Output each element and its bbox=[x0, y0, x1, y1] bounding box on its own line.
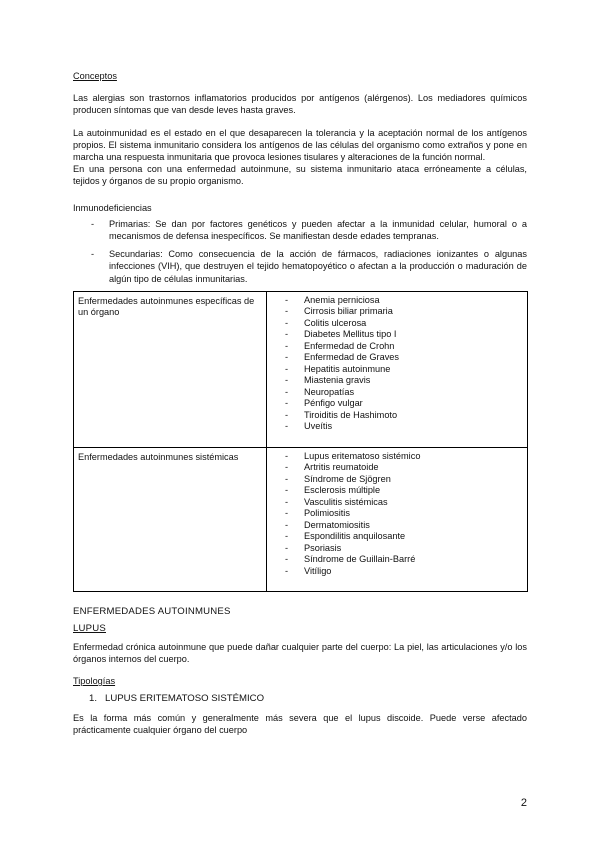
list-item bbox=[73, 218, 527, 242]
list-item: - Síndrome de Sjögren bbox=[285, 473, 391, 484]
item-number: 1. bbox=[89, 693, 98, 705]
list-item: - Espondilitis anquilosante bbox=[285, 531, 406, 542]
list-item: - Pénfigo vulgar bbox=[285, 398, 363, 409]
list-item-text: Primarias: Se dan por factores genéticos y pueden afectar a la inmunidad celular, humoral o a mecanismos de defensa inespecíficos. Se manifiestan desde edades tempranas. bbox=[109, 218, 527, 242]
paragraph-les: Es la forma más común y generalmente más severa que el lupus discoide. Puede verse afectado prácticamente cualquier órgano del cuerpo bbox=[73, 712, 527, 735]
paragraph-alergias: Las alergias son trastornos inflamatorios producidos por antígenos (alérgenos). Los mediadores químicos producen síntomas que van desde leves hasta graves. bbox=[73, 93, 527, 116]
list-item: - Síndrome de Guillain-Barré bbox=[285, 554, 416, 565]
table-row bbox=[74, 291, 528, 447]
inmunodeficiencias-list bbox=[73, 218, 527, 285]
list-item: - Neuropatías bbox=[285, 386, 355, 397]
list-item: - Dermatomiositis bbox=[285, 519, 370, 530]
section-heading-enfermedades: ENFERMEDADES AUTOINMUNES bbox=[73, 606, 231, 618]
table-row bbox=[74, 447, 528, 592]
list-item bbox=[73, 248, 527, 285]
list-item-text: Secundarias: Como consecuencia de la acción de fármacos, radiaciones ionizantes o algunas infecciones (VIH), que destruyen el tejido hematopoyético o afectan a la producción o maduración de algún tipo de células inmunitarias. bbox=[109, 249, 527, 284]
table-cell-list bbox=[267, 291, 528, 447]
list-item: - Psoriasis bbox=[285, 542, 342, 553]
list-item: - Uveítis bbox=[285, 421, 333, 432]
section-title-lupus: LUPUS bbox=[73, 622, 106, 634]
list-item: - Diabetes Mellitus tipo I bbox=[285, 329, 397, 340]
numbered-heading bbox=[73, 693, 527, 705]
disease-list-organo bbox=[271, 295, 523, 433]
list-item: - Vitíligo bbox=[285, 565, 332, 576]
section-title-conceptos: Conceptos bbox=[73, 71, 117, 81]
paragraph-autoinmunidad: La autoinmunidad es el estado en el que desaparecen la tolerancia y la aceptación normal de los antígenos propios. El sistema inmunitario considera los antígenos de las células del organismo como extraños y pone en marcha una respuesta inmunitaria que provoca lesiones tisulares y alteraciones de la función normal. bbox=[73, 127, 527, 163]
dash-bullet: - bbox=[91, 218, 95, 229]
list-item: - Cirrosis biliar primaria bbox=[285, 306, 393, 317]
list-item: - Polimiositis bbox=[285, 508, 350, 519]
table-cell-label: Enfermedades autoinmunes específicas de un órgano bbox=[74, 291, 267, 447]
list-item: - Enfermedad de Graves bbox=[285, 352, 399, 363]
list-item: - Lupus eritematoso sistémico bbox=[285, 450, 421, 461]
list-item: - Miastenia gravis bbox=[285, 375, 371, 386]
list-item: - Hepatitis autoinmune bbox=[285, 363, 391, 374]
list-item: - Tiroiditis de Hashimoto bbox=[285, 409, 398, 420]
section-title-inmunodeficiencias: Inmunodeficiencias bbox=[73, 202, 152, 213]
section-title-tipologias: Tipologías bbox=[73, 676, 116, 687]
list-item: - Colitis ulcerosa bbox=[285, 317, 367, 328]
list-item: - Anemia perniciosa bbox=[285, 294, 380, 305]
list-item: - Enfermedad de Crohn bbox=[285, 340, 395, 351]
document-page bbox=[73, 70, 527, 736]
dash-bullet: - bbox=[91, 249, 95, 260]
disease-list-sistemicas bbox=[271, 451, 523, 578]
list-item: - Artritis reumatoide bbox=[285, 462, 379, 473]
paragraph-lupus: Enfermedad crónica autoinmune que puede dañar cualquier parte del cuerpo: La piel, las articulaciones y/o los órganos internos del cuerpo. bbox=[73, 641, 527, 664]
item-title: LUPUS ERITEMATOSO SISTÉMICO bbox=[105, 693, 265, 705]
table-cell-label: Enfermedades autoinmunes sistémicas bbox=[74, 447, 267, 592]
list-item: - Vasculitis sistémicas bbox=[285, 496, 388, 507]
page-number: 2 bbox=[520, 797, 527, 809]
table-cell-list bbox=[267, 447, 528, 592]
list-item: - Esclerosis múltiple bbox=[285, 485, 381, 496]
enfermedades-table bbox=[73, 291, 528, 593]
paragraph-enfermedad-autoinmune: En una persona con una enfermedad autoinmune, su sistema inmunitario ataca erróneamente a células, tejidos y órganos de su propio organismo. bbox=[73, 164, 527, 187]
